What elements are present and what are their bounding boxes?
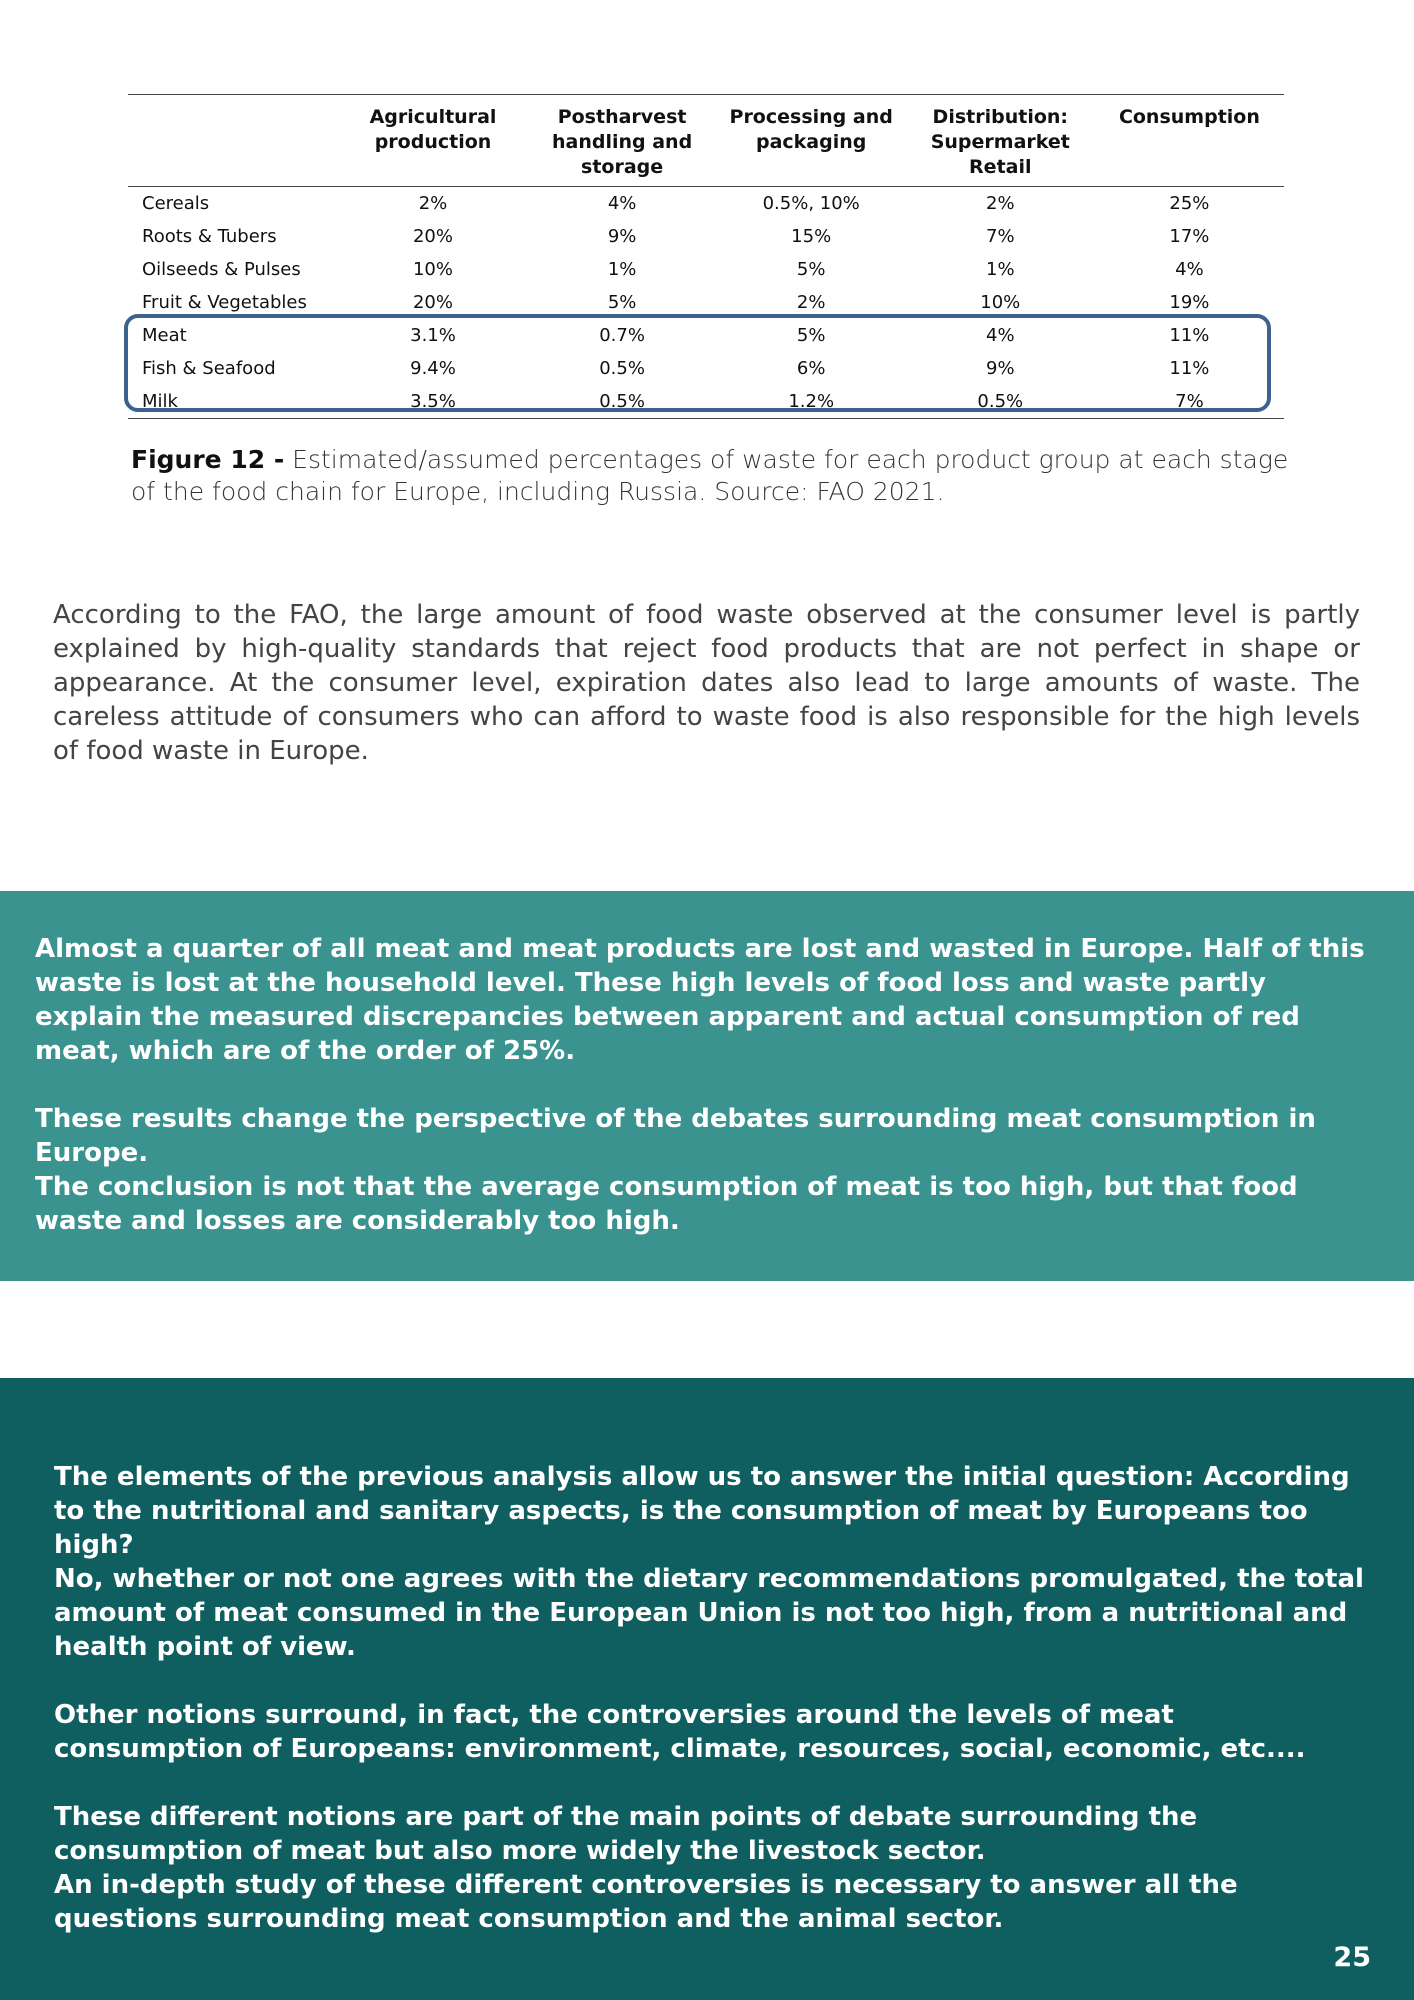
column-header: Postharvest handling and storage — [528, 95, 717, 187]
waste-table-container — [128, 94, 1284, 419]
body-paragraph: According to the FAO, the large amount of food waste observed at the consumer level is partly explained by high-quality standards that reject food products that are not perfect in shape or appearance. At the consumer level, expiration dates also lead to large amounts of waste. The careless attitude of consumers who can afford to waste food is also responsible for the high levels of food waste in Europe. — [53, 600, 1360, 766]
table-cell: 0.7% — [599, 325, 645, 346]
table-cell: 2% — [418, 193, 448, 214]
table-cell: 5% — [796, 325, 826, 346]
table-cell: 2% — [986, 193, 1015, 214]
conclusion-text-1: The elements of the previous analysis allow us to answer the initial question: According to the nutritional and sanitary aspects, is the consumption of meat by Europeans too high? — [54, 1462, 1350, 1560]
row-label: Meat — [142, 325, 187, 346]
table-cell: 17% — [1169, 226, 1210, 247]
table-row — [128, 286, 1284, 319]
row-label: Fish & Seafood — [142, 358, 276, 379]
table-cell: 9% — [607, 226, 637, 247]
table-cell: 1% — [986, 259, 1015, 280]
conclusion-text-5: An in-depth study of these different controversies is necessary to answer all the questions surrounding meat consumption and the animal sector. — [54, 1870, 1238, 1934]
page-number: 25 — [1333, 1942, 1371, 1973]
table-cell: 0.5% — [906, 385, 1095, 419]
table-cell: 3.1% — [410, 325, 456, 346]
conclusion-text-4: These different notions are part of the main points of debate surrounding the consumption of meat but also more widely the livestock sector. — [54, 1802, 1198, 1866]
table-header-row — [128, 95, 1284, 187]
column-header: Consumption — [1095, 95, 1284, 187]
key-finding-text-1: Almost a quarter of all meat and meat products are lost and wasted in Europe. Half of this waste is lost at the household level. These high levels of food loss and waste partly explain the measured discrepancies between apparent and actual consumption of red meat, which are of the order of 25%. — [35, 934, 1365, 1066]
table-corner-header — [128, 95, 338, 187]
table-row — [128, 385, 1284, 419]
key-finding-text-2: These results change the perspective of the debates surrounding meat consumption in Europe. — [35, 1104, 1316, 1168]
table-cell: 0.5% — [528, 385, 717, 419]
row-label: Oilseeds & Pulses — [142, 259, 301, 280]
table-cell: 5% — [796, 259, 826, 280]
row-label: Milk — [128, 385, 338, 419]
conclusion-text-3: Other notions surround, in fact, the controversies around the levels of meat consumption of Europeans: environment, climate, resources, social, economic, etc.... — [54, 1700, 1306, 1764]
table-cell: 4% — [986, 325, 1015, 346]
key-finding-box — [0, 891, 1414, 1281]
table-cell: 3.5% — [338, 385, 527, 419]
table-cell: 10% — [980, 292, 1021, 313]
table-body — [128, 187, 1284, 419]
table-cell: 7% — [986, 226, 1015, 247]
table-cell: 2% — [796, 292, 826, 313]
conclusion-box — [0, 1378, 1414, 2000]
table-cell: 19% — [1169, 292, 1210, 313]
table-cell: 4% — [1175, 259, 1204, 280]
table-cell: 4% — [607, 193, 637, 214]
table-row — [128, 187, 1284, 221]
table-row — [128, 319, 1284, 352]
table-cell: 1.2% — [717, 385, 906, 419]
table-cell: 9.4% — [410, 358, 456, 379]
table-cell: 0.5%, 10% — [762, 193, 860, 214]
table-cell: 25% — [1169, 193, 1210, 214]
table-cell: 9% — [986, 358, 1015, 379]
column-header: Distribution: Supermarket Retail — [906, 95, 1095, 187]
table-cell: 6% — [796, 358, 826, 379]
figure-label: Figure 12 - — [131, 445, 285, 474]
table-row — [128, 253, 1284, 286]
table-row — [128, 352, 1284, 385]
table-cell: 10% — [412, 259, 453, 280]
table-cell: 1% — [607, 259, 637, 280]
key-finding-text-3: The conclusion is not that the average consumption of meat is too high, but that food waste and losses are considerably too high. — [35, 1172, 1298, 1236]
waste-percentage-table — [128, 94, 1284, 419]
table-cell: 0.5% — [599, 358, 645, 379]
row-label: Roots & Tubers — [142, 226, 277, 247]
table-cell: 11% — [1169, 325, 1210, 346]
conclusion-text-2: No, whether or not one agrees with the dietary recommendations promulgated, the total amount of meat consumed in the European Union is not too high, from a nutritional and health point of view. — [54, 1564, 1364, 1662]
table-cell: 5% — [607, 292, 637, 313]
column-header: Agricultural production — [338, 95, 527, 187]
figure-caption-text: Estimated/assumed percentages of waste for each product group at each stage of the food chain for Europe, including Russia. Source: FAO 2021. — [131, 445, 1289, 506]
table-cell: 20% — [412, 226, 453, 247]
table-cell: 15% — [791, 226, 832, 247]
row-label: Cereals — [142, 193, 210, 214]
table-cell: 7% — [1095, 385, 1284, 419]
figure-caption — [131, 444, 1311, 508]
table-row — [128, 220, 1284, 253]
table-cell: 11% — [1169, 358, 1210, 379]
column-header: Processing and packaging — [717, 95, 906, 187]
table-cell: 20% — [412, 292, 453, 313]
row-label: Fruit & Vegetables — [142, 292, 307, 313]
